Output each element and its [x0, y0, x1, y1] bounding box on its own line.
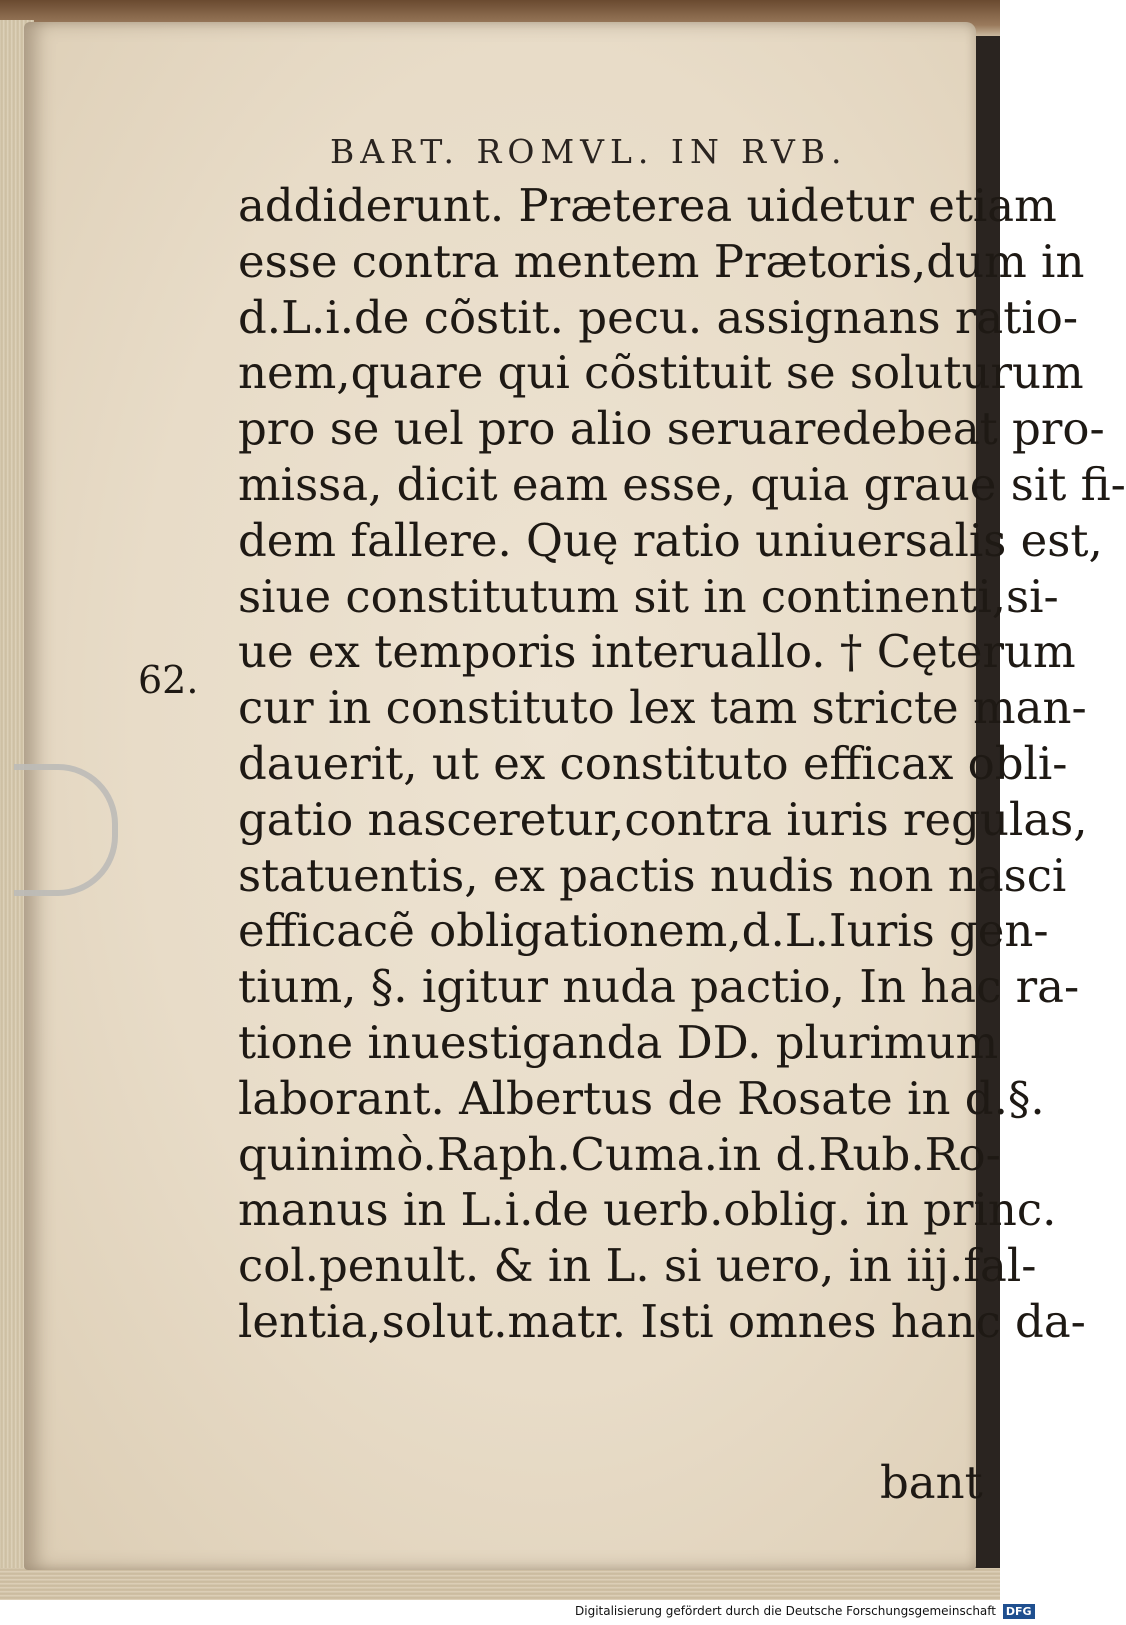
text-line: cur in constituto lex tam stricte man‑	[238, 681, 1087, 735]
text-line: col.penult. & in L. si uero, in iij.fal‑	[238, 1239, 1037, 1293]
text-line: missa, dicit eam esse, quia graue sit fi‑	[238, 457, 1126, 511]
text-line: addiderunt. Præterea uidetur etiam	[238, 179, 1057, 232]
text-line: tione inuestiganda DD. plurimum	[238, 1015, 999, 1069]
text-line: tium, §. igitur nuda pactio, In hac ra‑	[238, 960, 1080, 1014]
text-line: statuentis, ex pactis nudis non nasci	[238, 848, 1067, 902]
text-line: quinimò.Raph.Cuma.in d.Rub.Ro‑	[238, 1127, 1001, 1181]
catchword: bant	[880, 1456, 983, 1509]
text-line: dauerit, ut ex constituto efficax obli‑	[238, 736, 1068, 790]
running-head: BART. ROMVL. IN RVB.	[330, 132, 848, 171]
body-text	[238, 178, 1126, 1350]
text-line: dem fallere. Quę ratio uniuersalis est,	[238, 513, 1103, 567]
credit-text: Digitalisierung gefördert durch die Deutsche Forschungsgemeinschaft	[575, 1604, 997, 1618]
text-line: d.L.i.de cõstit. pecu. assignans ratio‑	[238, 290, 1079, 344]
digitization-credit	[575, 1604, 1032, 1619]
marginal-number: 62.	[138, 658, 199, 702]
text-line: laborant. Albertus de Rosate in d.§.	[238, 1071, 1045, 1125]
text-line: manus in L.i.de uerb.oblig. in princ.	[238, 1183, 1057, 1237]
text-line: esse contra mentem Prætoris,dum in	[238, 234, 1085, 288]
text-line: lentia,solut.matr. Isti omnes hanc da‑	[238, 1294, 1086, 1348]
text-line: ue ex temporis interuallo. † Cęterum	[238, 625, 1076, 679]
text-line: siue constitutum sit in continenti,si‑	[238, 569, 1059, 623]
dfg-logo: DFG	[1003, 1604, 1035, 1619]
text-line: nem,quare qui cõstituit se soluturum	[238, 346, 1084, 400]
page-clip	[14, 764, 118, 896]
text-line: pro se uel pro alio seruaredebeat pro‑	[238, 402, 1105, 456]
book-bottom-edge	[0, 1568, 1000, 1600]
text-line: efficacẽ obligationem,d.L.Iuris gen‑	[238, 904, 1049, 958]
text-line: gatio nasceretur,contra iuris regulas,	[238, 792, 1088, 846]
